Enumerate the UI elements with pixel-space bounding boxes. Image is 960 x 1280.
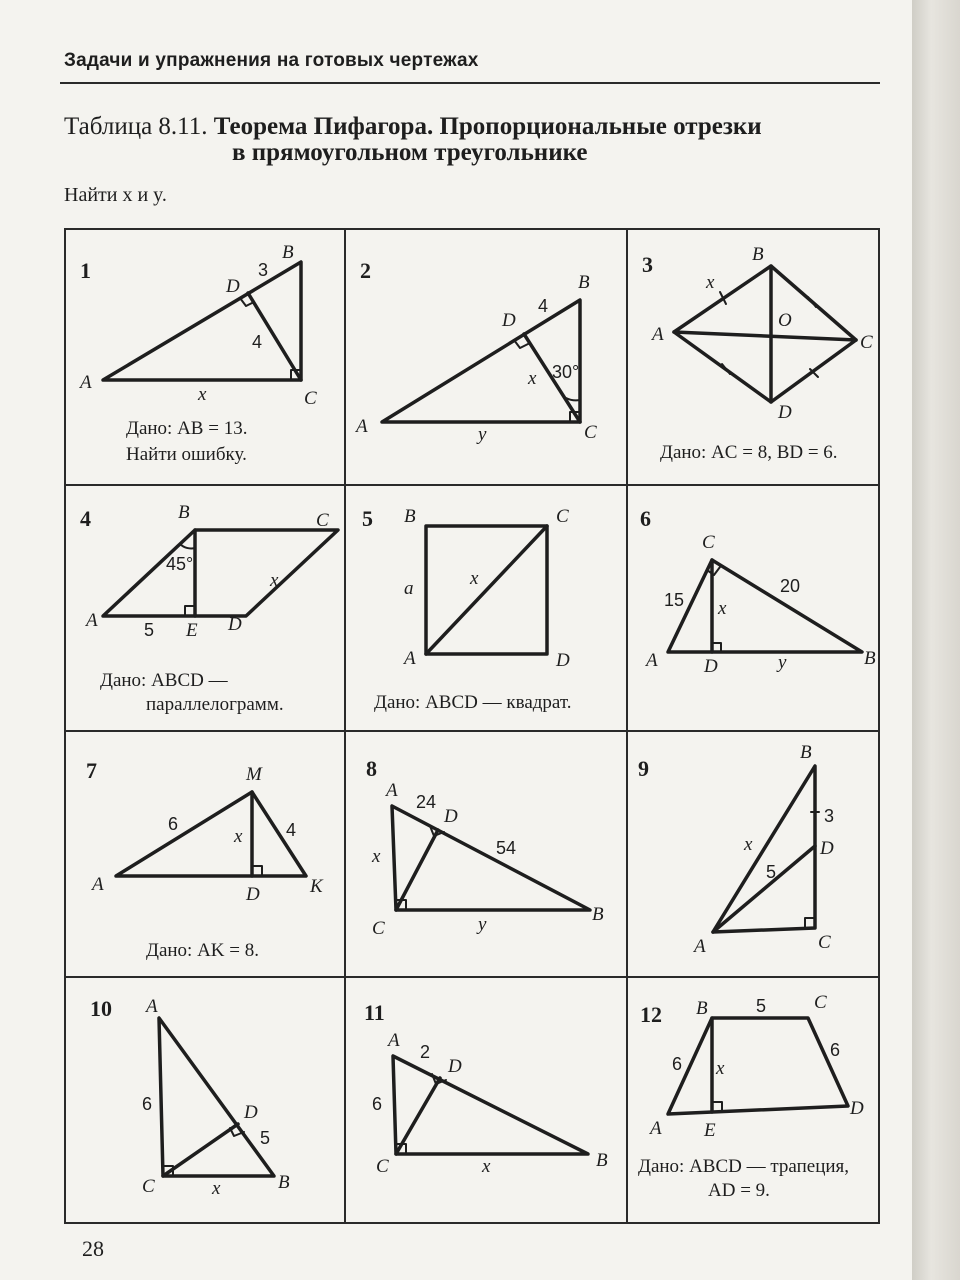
- fig11-value-ac: 6: [372, 1094, 383, 1114]
- fig12-label-d: D: [850, 1098, 864, 1119]
- fig5-caption: Дано: ABCD — квадрат.: [374, 692, 572, 713]
- fig4-caption-line1: Дано: ABCD —: [100, 670, 228, 691]
- fig2-label-b: B: [578, 272, 590, 293]
- fig10-value-cb: x: [212, 1178, 221, 1199]
- fig12-label-e: E: [704, 1120, 716, 1141]
- figure-11: [393, 1056, 588, 1154]
- fig10-value-db: 5: [260, 1128, 271, 1148]
- fig9-label-b: B: [800, 742, 812, 763]
- running-head: Задачи и упражнения на готовых чертежах: [64, 50, 479, 71]
- fig12-caption-line2: AD = 9.: [708, 1180, 770, 1201]
- fig3-label-c: C: [860, 332, 873, 353]
- figure-2: [382, 300, 580, 422]
- fig11-value-ad: 2: [420, 1042, 431, 1062]
- fig8-label-a: A: [386, 780, 398, 801]
- fig1-value-dc: 4: [252, 332, 263, 352]
- fig7-label-k: K: [310, 876, 323, 897]
- problem-number-10: 10: [90, 996, 112, 1021]
- figure-3: [674, 266, 856, 402]
- table-title-main: Теорема Пифагора. Пропорциональные отрезки: [213, 113, 762, 140]
- fig11-label-b: B: [596, 1150, 608, 1171]
- fig2-label-c: C: [584, 422, 597, 443]
- problem-number-8: 8: [366, 756, 377, 781]
- fig8-label-b: B: [592, 904, 604, 925]
- fig3-label-b: B: [752, 244, 764, 265]
- fig10-value-ac: 6: [142, 1094, 153, 1114]
- problem-number-12: 12: [640, 1002, 662, 1027]
- fig3-label-a: A: [652, 324, 664, 345]
- fig8-value-ac: x: [372, 846, 381, 867]
- problem-number-5: 5: [362, 506, 373, 531]
- fig6-label-b: B: [864, 648, 876, 669]
- problem-number-11: 11: [364, 1000, 385, 1025]
- fig12-value-ab: 6: [672, 1054, 683, 1074]
- figure-6: [668, 560, 862, 652]
- figure-9: [713, 766, 819, 932]
- fig12-label-c: C: [814, 992, 827, 1013]
- fig9-value-ab: x: [744, 834, 753, 855]
- fig11-label-c: C: [376, 1156, 389, 1177]
- task-text: Найти x и y.: [64, 184, 167, 206]
- fig6-value-db: y: [778, 652, 787, 673]
- figure-12: [668, 1018, 848, 1114]
- fig8-value-ad: 24: [416, 792, 437, 812]
- table-title-sub: в прямоугольном треугольнике: [232, 139, 588, 166]
- fig7-caption: Дано: AK = 8.: [146, 940, 259, 961]
- fig8-value-db: 54: [496, 838, 517, 858]
- fig10-label-c: C: [142, 1176, 155, 1197]
- fig1-value-bd: 3: [258, 260, 269, 280]
- fig1-caption-line2: Найти ошибку.: [126, 444, 247, 465]
- fig8-value-cb: y: [478, 914, 487, 935]
- fig4-label-b: B: [178, 502, 190, 523]
- page-number: 28: [82, 1236, 104, 1261]
- fig3-value-ab: x: [706, 272, 715, 293]
- fig9-label-c: C: [818, 932, 831, 953]
- fig6-label-c: C: [702, 532, 715, 553]
- fig12-label-b: B: [696, 998, 708, 1019]
- fig1-label-d: D: [226, 276, 240, 297]
- fig3-caption: Дано: AC = 8, BD = 6.: [660, 442, 838, 463]
- fig12-label-a: A: [650, 1118, 662, 1139]
- fig2-value-bd: 4: [538, 296, 549, 316]
- fig4-label-a: A: [86, 610, 98, 631]
- fig1-value-ac: x: [198, 384, 207, 405]
- fig7-label-a: A: [92, 874, 104, 895]
- fig4-value-ae: 5: [144, 620, 155, 640]
- fig6-label-a: A: [646, 650, 658, 671]
- fig8-label-c: C: [372, 918, 385, 939]
- fig9-value-ad: 5: [766, 862, 777, 882]
- fig5-label-a: A: [404, 648, 416, 669]
- fig8-label-d: D: [444, 806, 458, 827]
- figure-8: [392, 806, 590, 910]
- fig11-label-a: A: [388, 1030, 400, 1051]
- fig12-value-bc: 5: [756, 996, 767, 1016]
- figure-4: [103, 530, 338, 616]
- problem-number-1: 1: [80, 258, 91, 283]
- fig4-label-d: D: [228, 614, 242, 635]
- table-number: Таблица 8.11.: [64, 113, 208, 140]
- problem-number-7: 7: [86, 758, 97, 783]
- fig4-label-c: C: [316, 510, 329, 531]
- fig4-caption-line2: параллелограмм.: [146, 694, 284, 715]
- fig2-label-d: D: [502, 310, 516, 331]
- fig2-label-a: A: [356, 416, 368, 437]
- fig7-label-m: M: [246, 764, 262, 785]
- fig7-value-md: x: [234, 826, 243, 847]
- fig12-caption-line1: Дано: ABCD — трапеция,: [638, 1156, 850, 1177]
- problem-number-9: 9: [638, 756, 649, 781]
- fig7-value-am: 6: [168, 814, 179, 834]
- fig11-value-cb: x: [482, 1156, 491, 1177]
- figure-5: [426, 526, 547, 654]
- fig4-label-e: E: [186, 620, 198, 641]
- fig7-label-d: D: [246, 884, 260, 905]
- fig3-label-d: D: [778, 402, 792, 423]
- fig5-value-diag: x: [470, 568, 479, 589]
- fig5-label-b: B: [404, 506, 416, 527]
- fig10-label-d: D: [244, 1102, 258, 1123]
- problem-number-2: 2: [360, 258, 371, 283]
- fig9-label-d: D: [820, 838, 834, 859]
- problem-number-4: 4: [80, 506, 91, 531]
- fig10-label-b: B: [278, 1172, 290, 1193]
- fig1-label-b: B: [282, 242, 294, 263]
- fig3-label-o: O: [778, 310, 792, 331]
- fig5-label-c: C: [556, 506, 569, 527]
- fig1-caption-line1: Дано: AB = 13.: [126, 418, 248, 439]
- fig10-label-a: A: [146, 996, 158, 1017]
- fig9-label-a: A: [694, 936, 706, 957]
- fig12-value-be: x: [716, 1058, 725, 1079]
- fig2-value-cd: x: [528, 368, 537, 389]
- problem-number-6: 6: [640, 506, 651, 531]
- figure-1: [103, 262, 301, 380]
- fig7-value-mk: 4: [286, 820, 297, 840]
- fig2-value-ac: y: [478, 424, 487, 445]
- fig2-value-angle: 30°: [552, 362, 580, 382]
- fig12-value-cd: 6: [830, 1040, 841, 1060]
- fig5-value-side: a: [404, 578, 414, 599]
- fig9-value-bd: 3: [824, 806, 835, 826]
- fig6-value-ac: 15: [664, 590, 685, 610]
- fig1-label-c: C: [304, 388, 317, 409]
- fig11-label-d: D: [448, 1056, 462, 1077]
- fig6-value-cb: 20: [780, 576, 801, 596]
- fig1-label-a: A: [80, 372, 92, 393]
- fig4-value-cd: x: [270, 570, 279, 591]
- figure-10: [159, 1018, 274, 1176]
- fig6-label-d: D: [704, 656, 718, 677]
- figure-7: [116, 792, 306, 876]
- fig5-label-d: D: [556, 650, 570, 671]
- fig6-value-cd: x: [718, 598, 727, 619]
- problem-number-3: 3: [642, 252, 653, 277]
- fig4-value-angle: 45°: [166, 554, 194, 574]
